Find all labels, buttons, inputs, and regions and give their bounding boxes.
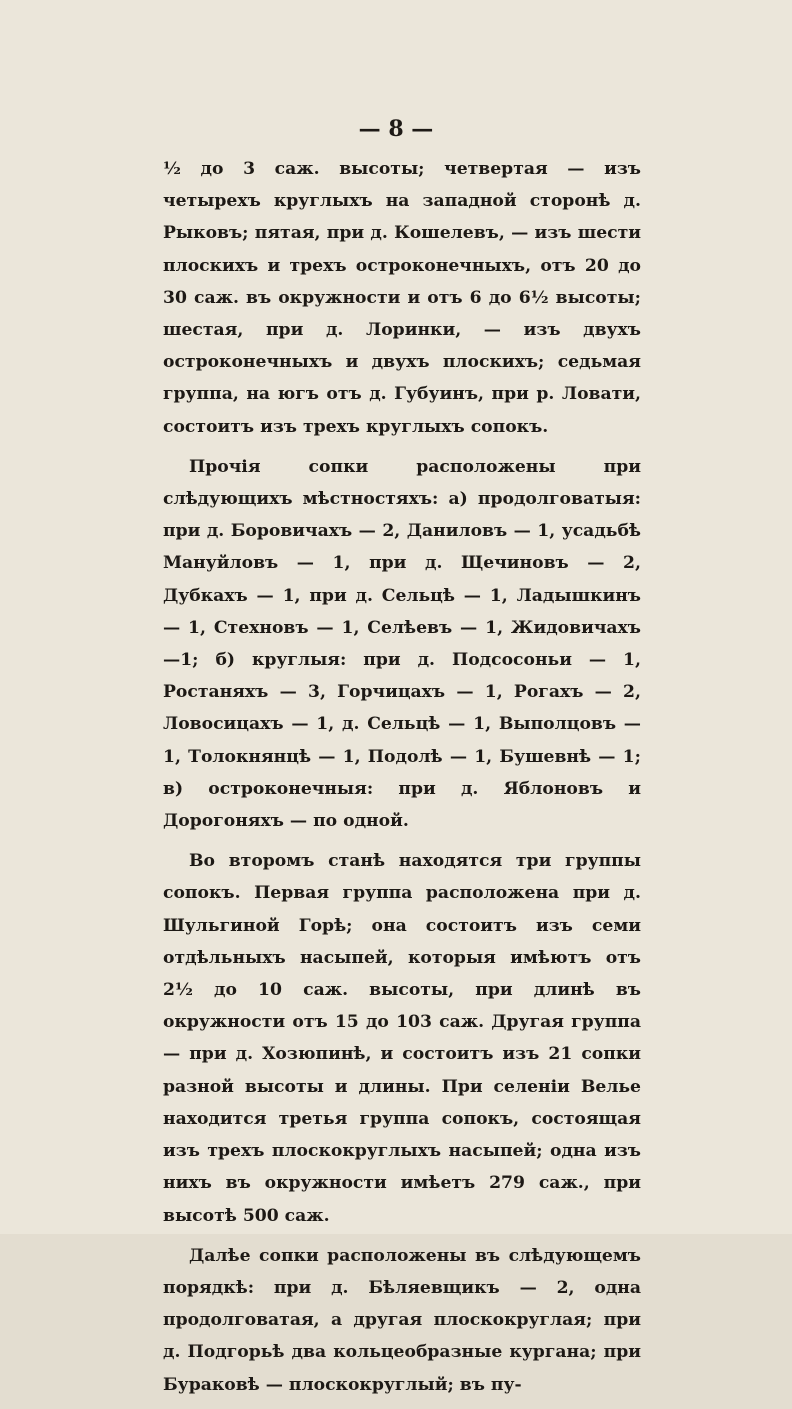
paragraph-3: Во второмъ станѣ находятся три группы сопокъ. Первая группа расположена при д. Шульгиной Горѣ; она состоитъ изъ семи отдѣльныхъ насыпей, которыя имѣютъ отъ 2½ до 10 саж. высоты, при длинѣ въ окружности отъ 15 до 103 саж. Другая группа — при д. Хозюпинѣ, и состоитъ изъ 21 сопки разной высоты и длины. При селеніи Велье находится третья группа сопокъ, состоящая изъ трехъ плоскокруглыхъ насыпей; одна изъ нихъ въ окружности имѣетъ 279 саж., при высотѣ 500 саж.: [163, 851, 641, 1226]
text-body: [163, 153, 641, 1409]
paragraph-2: Прочія сопки расположены при слѣдующихъ мѣстностяхъ: а) продолговатыя: при д. Боровичахъ — 2, Даниловъ — 1, усадьбѣ Мануйловъ — 1, при д. Щечиновъ — 2, Дубкахъ — 1, при д. Сельцѣ — 1, Ладышкинъ — 1, Стехновъ — 1, Селѣевъ — 1, Жидовичахъ —1; б) круглыя: при д. Подсосоньи — 1, Ростаняхъ — 3, Горчицахъ — 1, Рогахъ — 2, Ловосицахъ — 1, д. Сельцѣ — 1, Выполцовъ — 1, Толокнянцѣ — 1, Подолѣ — 1, Бушевнѣ — 1; в) остроконечныя: при д. Яблоновъ и Дорогоняхъ — по одной.: [163, 456, 641, 832]
paragraph-1: ½ до 3 саж. высоты; четвертая — изъ четырехъ круглыхъ на западной сторонѣ д. Рыковъ; пятая, при д. Кошелевъ, — изъ шести плоскихъ и трехъ остроконечныхъ, отъ 20 до 30 саж. въ окружности и отъ 6 до 6½ высоты; шестая, при д. Лоринки, — изъ двухъ остроконечныхъ и двухъ плоскихъ; седьмая группа, на югъ отъ д. Губуинъ, при р. Ловати, состоитъ изъ трехъ круглыхъ сопокъ.: [163, 159, 641, 437]
paragraph-4: Далѣе сопки расположены въ слѣдующемъ порядкѣ: при д. Бѣляевщикъ — 2, одна продолговатая, а другая плоскокруглая; при д. Подгорьѣ два кольцеобразные кургана; при Бураковѣ — плоскокруглый; въ пу-: [163, 1245, 641, 1395]
page-number: — 8 —: [358, 116, 434, 142]
